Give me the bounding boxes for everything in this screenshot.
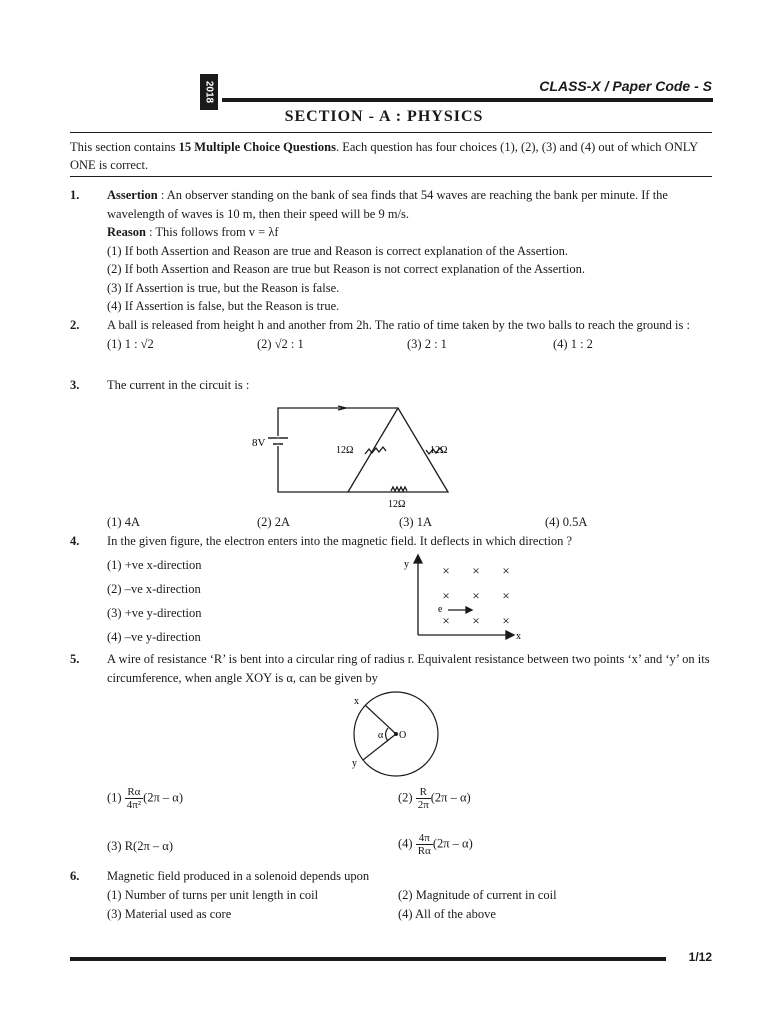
fraction: $\frac{R}{2\pi}$	[417, 786, 429, 811]
question-3	[70, 376, 715, 395]
electron-label: e	[438, 604, 443, 615]
option: (1) 4A	[107, 515, 140, 529]
option: (4) –ve y-direction	[107, 629, 201, 644]
option: (1) +ve x-direction	[107, 557, 202, 572]
field-cross: ×	[502, 613, 510, 628]
question-text: A wire of resistance ‘R’ is bent into a circular ring of radius r. Equivalent resistance between two points ‘x’ and ‘y’ on its circumference, when angle XOY is α, can be given by	[107, 652, 710, 685]
paper-code-title: CLASS-X / Paper Code - S	[539, 78, 712, 94]
option: (2) Magnitude of current in coil	[398, 887, 557, 902]
option: (3) +ve y-direction	[107, 605, 202, 620]
options-row	[107, 335, 715, 354]
option: (4) 0.5A	[545, 515, 588, 529]
option: (1) 1 : √2	[107, 336, 154, 351]
option: (1) Number of turns per unit length in coil	[107, 887, 319, 902]
circuit-diagram	[250, 396, 470, 516]
option: (2) –ve x-direction	[107, 581, 201, 596]
section-title: SECTION - A : PHYSICS	[284, 108, 484, 125]
q5-option-1: (1) $\frac{R\alpha}{\text{4π²}}$ (2π – α)	[107, 786, 183, 811]
point-y-label: y	[352, 758, 357, 769]
q5-option-4: (4) $\frac{4\pi}{R\alpha}$ (2π – α)	[398, 832, 473, 857]
options-row	[107, 886, 715, 905]
center-point	[394, 732, 398, 736]
point-x-label: x	[354, 696, 359, 707]
q5-option-3: (3) R(2π – α)	[107, 839, 173, 853]
field-cross: ×	[442, 588, 450, 603]
option: (2) 2A	[257, 515, 290, 529]
magnetic-field-figure	[400, 553, 530, 643]
option: (2) If both Assertion and Reason are true but Reason is not correct explanation of the Assertion.	[107, 262, 586, 276]
field-cross: ×	[442, 563, 450, 578]
angle-arc	[386, 728, 388, 741]
option: (2) √2 : 1	[257, 336, 304, 351]
section-rule-top	[70, 132, 712, 133]
question-4	[70, 532, 715, 649]
year-label: 2018	[203, 80, 215, 104]
fraction: $\frac{R\alpha}{\text{4π²}}$	[126, 786, 142, 811]
resistor-left-label: 12Ω	[336, 445, 354, 456]
question-6	[70, 867, 715, 924]
question-number: 3.	[70, 378, 80, 392]
question-text: In the given figure, the electron enters into the magnetic field. It deflects in which direction ?	[107, 534, 573, 548]
question-text: Magnetic field produced in a solenoid depends upon	[107, 869, 370, 883]
question-text: A ball is released from height h and another from 2h. The ratio of time taken by the two balls to reach the ground is :	[107, 318, 690, 332]
option: (3) If Assertion is true, but the Reason is false.	[107, 280, 340, 295]
question-number: 5.	[70, 652, 80, 666]
section-instructions: This section contains 15 Multiple Choice Questions. Each question has four choices (1), (2), (3) and (4) out of which ONLY ONE is correct.	[70, 140, 698, 172]
battery-label: 8V	[252, 437, 266, 449]
resistor-right-label: 12Ω	[430, 445, 448, 456]
electron-velocity-arrow	[466, 607, 472, 613]
ring-figure	[336, 690, 446, 780]
reason-text: Reason : This follows from v = λf	[107, 225, 279, 239]
option: (4) If Assertion is false, but the Reason is true.	[107, 299, 340, 313]
resistor-left-symbol	[365, 447, 386, 454]
question-text: The current in the circuit is :	[107, 378, 250, 392]
field-cross: ×	[472, 588, 480, 603]
options-row	[107, 513, 715, 532]
x-axis-arrow	[506, 631, 514, 639]
question-number: 6.	[70, 869, 80, 883]
fraction: $\frac{4\pi}{R\alpha}$	[417, 832, 431, 857]
question-3-options	[70, 513, 715, 532]
option: (1) If both Assertion and Reason are true and Reason is correct explanation of the Assertion.	[107, 243, 568, 258]
x-axis-label: x	[516, 631, 521, 642]
question-number: 4.	[70, 534, 80, 548]
q5-option-2: (2) $\frac{R}{2\pi}$ (2π – α)	[398, 786, 471, 811]
field-cross: ×	[502, 588, 510, 603]
center-label: O	[399, 730, 407, 741]
section-rule-bottom	[70, 176, 712, 177]
field-cross: ×	[502, 563, 510, 578]
year-tab	[200, 74, 218, 110]
y-axis-arrow	[414, 555, 422, 563]
resistor-bottom-symbol	[391, 487, 407, 491]
question-number: 1.	[70, 188, 80, 202]
field-cross: ×	[472, 613, 480, 628]
angle-label: α	[378, 730, 384, 741]
option: (3) 1A	[399, 515, 432, 529]
question-5	[70, 650, 715, 687]
option: (3) Material used as core	[107, 906, 232, 921]
question-1	[70, 186, 715, 316]
question-2	[70, 316, 715, 354]
circuit-branch	[348, 408, 398, 492]
question-number: 2.	[70, 318, 80, 332]
option: (3) 2 : 1	[407, 336, 447, 351]
circuit-loop	[278, 408, 448, 492]
page-number: 1/12	[688, 950, 712, 964]
field-cross: ×	[472, 563, 480, 578]
y-axis-label: y	[404, 559, 409, 570]
option: (4) 1 : 2	[553, 336, 593, 351]
resistor-bottom-label: 12Ω	[388, 499, 406, 510]
options-row	[107, 905, 715, 924]
field-cross: ×	[442, 613, 450, 628]
footer-rule	[70, 957, 666, 961]
header-rule	[222, 98, 713, 102]
option: (4) All of the above	[398, 906, 496, 921]
assertion-text: Assertion : An observer standing on the bank of sea finds that 54 waves are reaching the bank per minute. If the wavelength of waves is 10 m, then their speed will be 9 m/s.	[107, 188, 668, 221]
